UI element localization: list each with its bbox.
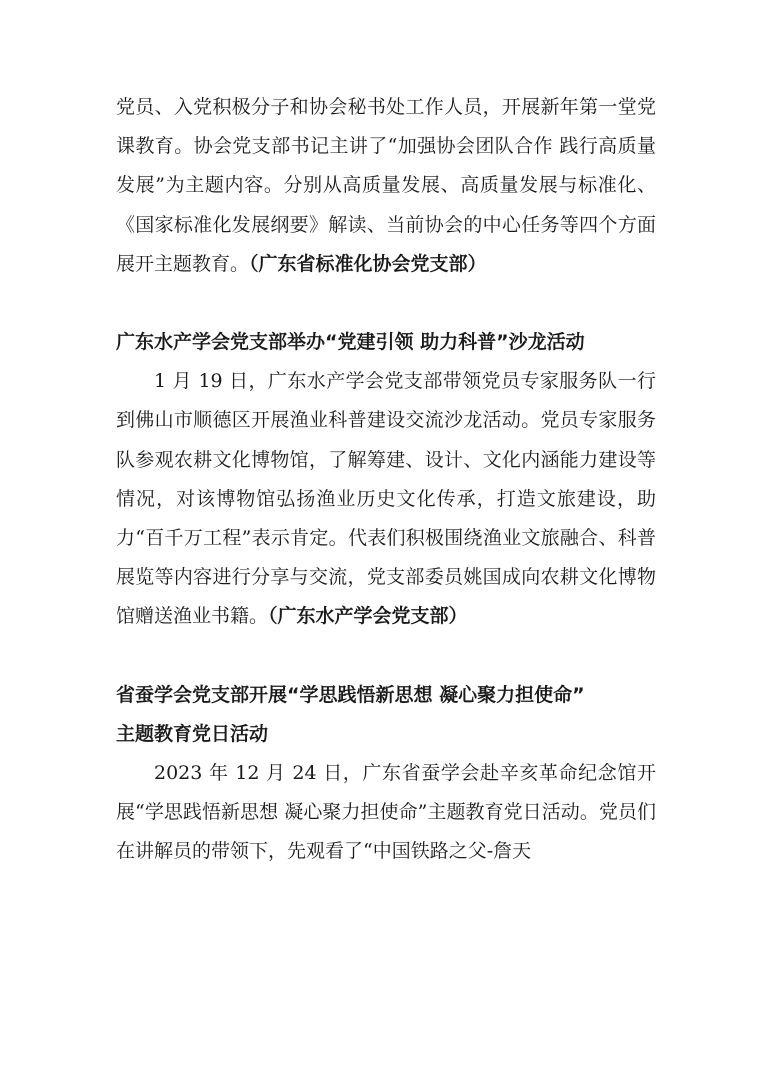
spacer (116, 284, 656, 323)
section2-source: （广东水产学会党支部） (268, 605, 468, 628)
section1-source: （广东省标准化协会党支部） (249, 252, 487, 275)
section1-paragraph (116, 88, 656, 284)
section3-title-line2: 主题教育党日活动 (116, 722, 269, 745)
section2-title: 广东水产学会党支部举办“党建引领 助力科普”沙龙活动 (116, 331, 585, 354)
section3-title (116, 676, 656, 754)
section3-title-line1: 省蚕学会党支部开展“学思践悟新思想 凝心聚力担使命” (116, 683, 585, 706)
spacer (116, 637, 656, 676)
section3-paragraph: 2023 年 12 月 24 日，广东省蚕学会赴辛亥革命纪念馆开展“学思践悟新思想 凝心聚力担使命”主题教育党日活动。党员们在讲解员的带领下，先观看了“中国铁路之父-詹天 (116, 762, 656, 863)
document-page (116, 88, 656, 872)
section2-body: 1 月 19 日，广东水产学会党支部带领党员专家服务队一行到佛山市顺德区开展渔业科普建设交流沙龙活动。党员专家服务队参观农耕文化博物馆，了解筹建、设计、文化内涵能力建设等情况，对该博物馆弘扬渔业历史文化传承，打造文旅建设，助力“百千万工程”表示肯定。代表们积极围绕渔业文旅融合、科普展览等内容进行分享与交流，党支部委员姚国成向农耕文化博物馆赠送渔业书籍。 (116, 370, 656, 628)
section2-paragraph (116, 362, 656, 636)
section1-body: 党员、入党积极分子和协会秘书处工作人员，开展新年第一堂党课教育。协会党支部书记主讲了“加强协会团队合作 践行高质量发展”为主题内容。分别从高质量发展、高质量发展与标准化、《国家标准化发展纲要》解读、当前协会的中心任务等四个方面展开主题教育。 (116, 96, 656, 275)
